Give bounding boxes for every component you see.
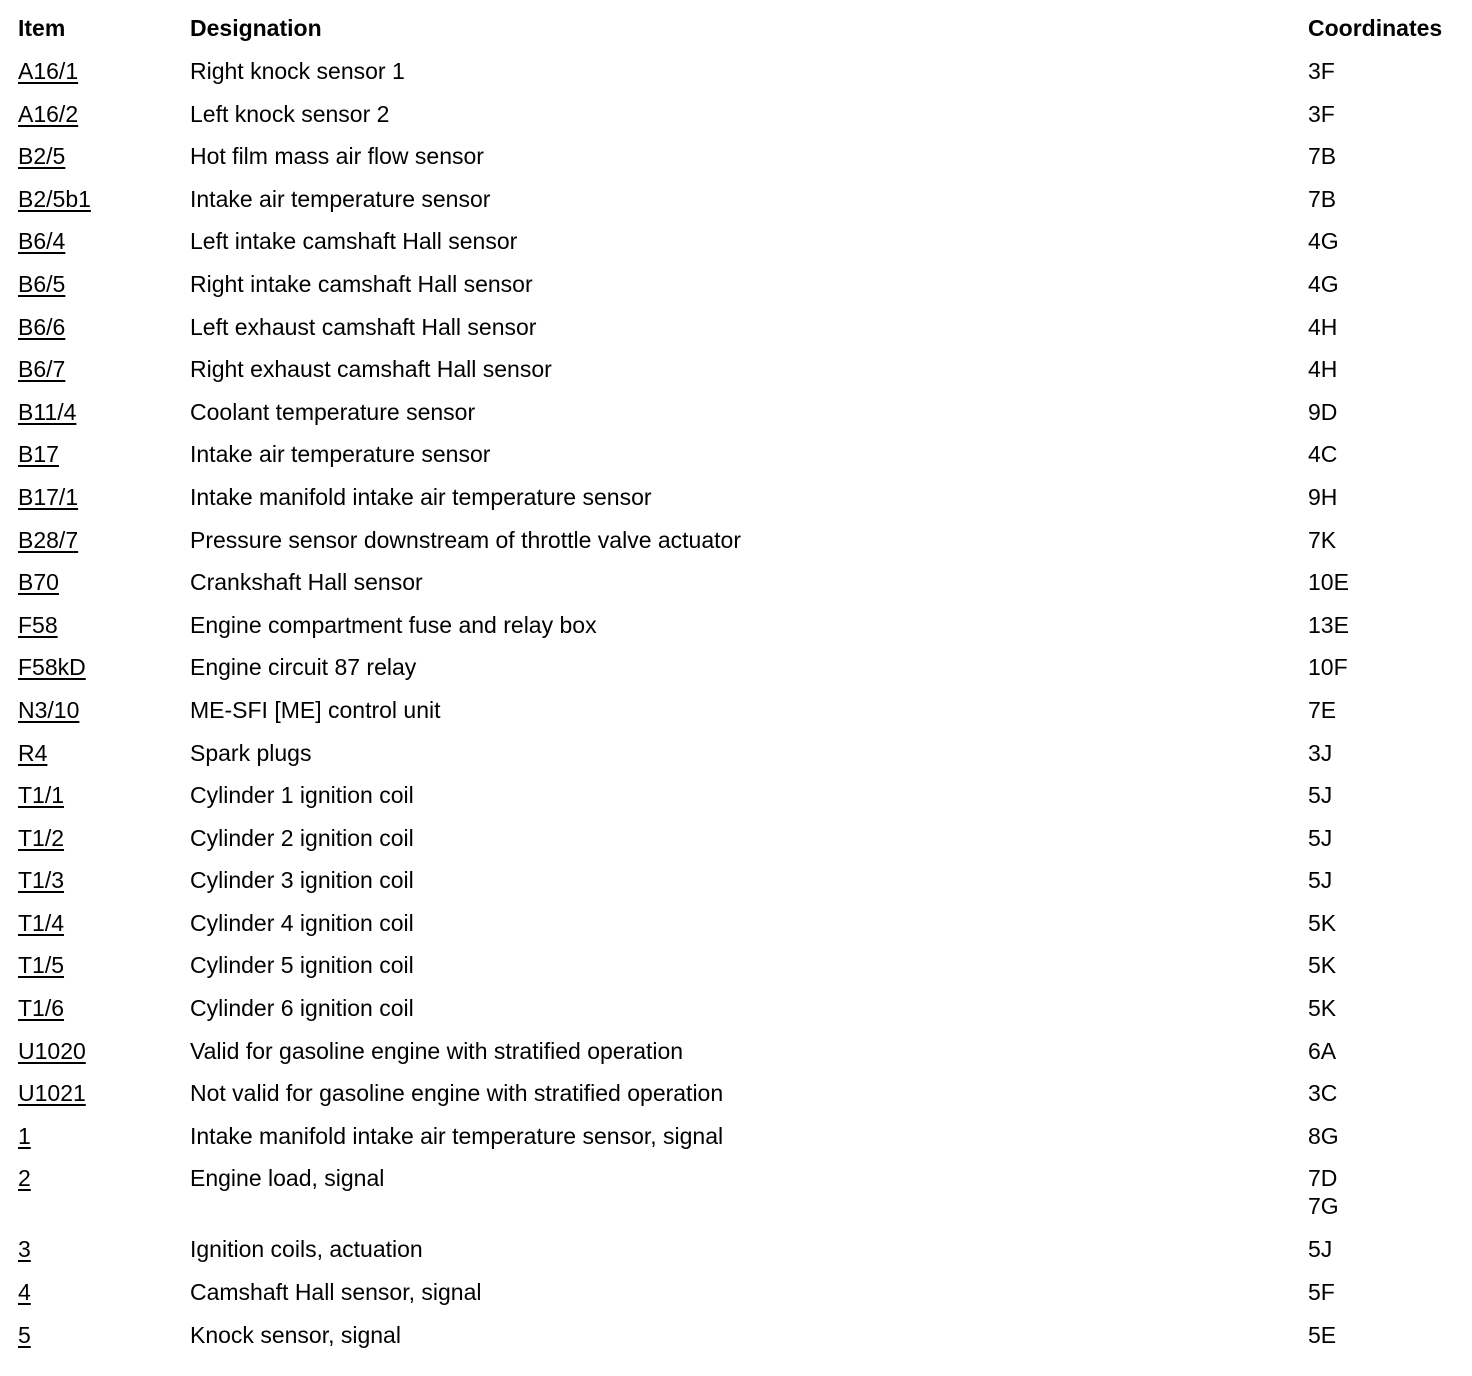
- coordinate-value: 7K: [1308, 526, 1337, 553]
- coordinate-value: 4H: [1308, 313, 1338, 340]
- item-cell: [18, 100, 190, 128]
- item-cell: [18, 568, 190, 596]
- table-row: [18, 824, 1468, 867]
- designation-cell: Right intake camshaft Hall sensor: [190, 270, 533, 297]
- coordinates-cell: [1308, 185, 1468, 213]
- designation-cell: Hot film mass air flow sensor: [190, 143, 484, 170]
- table-row: [18, 653, 1468, 696]
- item-code-link[interactable]: B6/5: [18, 270, 66, 297]
- item-cell: [18, 781, 190, 809]
- coordinate-value: 7E: [1308, 696, 1337, 723]
- coordinate-value: 7B: [1308, 185, 1337, 212]
- item-cell: [18, 483, 190, 511]
- item-column-header: Item: [18, 15, 66, 41]
- item-code-link[interactable]: B28/7: [18, 526, 79, 553]
- designation-cell: Engine load, signal: [190, 1165, 385, 1192]
- table-row: [18, 483, 1468, 526]
- item-cell: [18, 355, 190, 383]
- table-row: [18, 526, 1468, 569]
- designation-cell: Cylinder 4 ignition coil: [190, 909, 414, 936]
- table-row: [18, 313, 1468, 356]
- designation-cell: ME-SFI [ME] control unit: [190, 696, 441, 723]
- item-cell: [18, 1079, 190, 1107]
- item-cell: [18, 1037, 190, 1065]
- coordinate-value: 5E: [1308, 1321, 1337, 1348]
- designation-cell: Pressure sensor downstream of throttle valve actuator: [190, 526, 741, 553]
- item-cell: [18, 1235, 190, 1263]
- item-code-link[interactable]: B17/1: [18, 483, 79, 510]
- item-cell: [18, 142, 190, 170]
- table-row: [18, 568, 1468, 611]
- coordinates-column-header: Coordinates: [1308, 15, 1443, 41]
- item-cell: [18, 611, 190, 639]
- item-cell: [18, 1278, 190, 1306]
- coordinate-value: 8G: [1308, 1122, 1339, 1149]
- coordinate-value: 4G: [1308, 270, 1339, 297]
- designation-cell: Intake manifold intake air temperature sensor, signal: [190, 1122, 724, 1149]
- designation-cell: Spark plugs: [190, 739, 312, 766]
- designation-cell: Right exhaust camshaft Hall sensor: [190, 356, 552, 383]
- coordinates-cell: [1308, 270, 1468, 298]
- coordinate-value: 3F: [1308, 100, 1335, 127]
- designation-cell: Left intake camshaft Hall sensor: [190, 228, 518, 255]
- coordinate-value: 6A: [1308, 1037, 1337, 1064]
- coordinates-cell: [1308, 824, 1468, 852]
- item-cell: [18, 951, 190, 979]
- item-cell: [18, 1164, 190, 1192]
- coordinate-value: 3J: [1308, 739, 1333, 766]
- designation-cell: Engine circuit 87 relay: [190, 654, 417, 681]
- coordinates-cell: [1308, 1079, 1468, 1107]
- item-code-link[interactable]: B11/4: [18, 398, 77, 425]
- item-cell: [18, 270, 190, 298]
- coordinates-cell: [1308, 1321, 1468, 1349]
- item-cell: [18, 909, 190, 937]
- table-row: [18, 142, 1468, 185]
- coordinates-cell: [1308, 653, 1468, 681]
- table-row: [18, 994, 1468, 1037]
- item-code-link[interactable]: R4: [18, 739, 48, 766]
- item-cell: [18, 739, 190, 767]
- coordinates-cell: [1308, 355, 1468, 383]
- item-cell: [18, 185, 190, 213]
- item-code-link[interactable]: B2/5b1: [18, 185, 91, 212]
- coordinate-value: 9H: [1308, 483, 1338, 510]
- table-row: [18, 739, 1468, 782]
- table-row: [18, 355, 1468, 398]
- item-cell: [18, 526, 190, 554]
- item-code-link[interactable]: 3: [18, 1236, 31, 1263]
- item-code-link[interactable]: T1/1: [18, 782, 65, 809]
- item-cell: [18, 440, 190, 468]
- item-code-link[interactable]: A16/2: [18, 100, 79, 127]
- coordinates-cell: [1308, 781, 1468, 809]
- item-code-link[interactable]: T1/5: [18, 952, 65, 979]
- coordinates-cell: [1308, 1037, 1468, 1065]
- item-code-link[interactable]: 2: [18, 1165, 31, 1192]
- coordinates-cell: [1308, 1122, 1468, 1150]
- table-row: [18, 440, 1468, 483]
- item-code-link[interactable]: B6/6: [18, 313, 66, 340]
- coordinates-cell: [1308, 1278, 1468, 1306]
- coordinate-value: 7B: [1308, 143, 1337, 170]
- coordinate-value: 4G: [1308, 228, 1339, 255]
- coordinates-cell: [1308, 57, 1468, 85]
- coordinate-value: 5K: [1308, 909, 1337, 936]
- item-code-link[interactable]: A16/1: [18, 58, 79, 84]
- item-cell: [18, 994, 190, 1022]
- table-header-row: [18, 14, 1468, 57]
- table-row: [18, 696, 1468, 739]
- designation-cell: Right knock sensor 1: [190, 58, 405, 84]
- item-code-link[interactable]: 1: [18, 1122, 31, 1149]
- item-cell: [18, 227, 190, 255]
- item-code-link[interactable]: U1021: [18, 1080, 86, 1107]
- table-row: [18, 398, 1468, 441]
- designation-cell: Ignition coils, actuation: [190, 1236, 423, 1263]
- coordinates-cell: [1308, 1235, 1468, 1263]
- coordinates-cell: [1308, 611, 1468, 639]
- table-row: [18, 227, 1468, 270]
- designation-cell: Intake air temperature sensor: [190, 441, 491, 468]
- table-row: [18, 57, 1468, 100]
- table-row: [18, 1321, 1468, 1364]
- item-code-link[interactable]: B6/7: [18, 356, 66, 383]
- coordinates-cell: [1308, 440, 1468, 468]
- table-row: [18, 909, 1468, 952]
- designation-cell: Intake manifold intake air temperature sensor: [190, 483, 652, 510]
- designation-cell: Camshaft Hall sensor, signal: [190, 1279, 482, 1306]
- coordinates-cell: [1308, 142, 1468, 170]
- coordinates-cell: [1308, 568, 1468, 596]
- item-code-link[interactable]: U1020: [18, 1037, 86, 1064]
- table-row: [18, 185, 1468, 228]
- designation-cell: Left knock sensor 2: [190, 100, 390, 127]
- coordinate-value: 7G: [1308, 1193, 1339, 1220]
- item-code-link[interactable]: T1/2: [18, 824, 65, 851]
- coordinate-value: 9D: [1308, 398, 1338, 425]
- coordinate-value: 5J: [1308, 867, 1333, 894]
- designation-column-header: Designation: [190, 15, 322, 41]
- coordinate-value: 3F: [1308, 58, 1335, 84]
- coordinate-value: 5J: [1308, 782, 1333, 809]
- coordinate-value: 13E: [1308, 611, 1349, 638]
- table-row: [18, 100, 1468, 143]
- designation-cell: Left exhaust camshaft Hall sensor: [190, 313, 537, 340]
- table-row: [18, 781, 1468, 824]
- item-code-link[interactable]: B6/4: [18, 228, 66, 255]
- coordinate-value: 5F: [1308, 1279, 1335, 1306]
- table-row: [18, 1079, 1468, 1122]
- table-row: [18, 866, 1468, 909]
- table-row: [18, 1037, 1468, 1080]
- coordinates-cell: [1308, 739, 1468, 767]
- coordinate-value: 4H: [1308, 356, 1338, 383]
- designation-cell: Cylinder 3 ignition coil: [190, 867, 414, 894]
- designation-cell: Intake air temperature sensor: [190, 185, 491, 212]
- item-code-link[interactable]: T1/4: [18, 909, 65, 936]
- item-cell: [18, 1321, 190, 1349]
- coordinates-cell: [1308, 483, 1468, 511]
- coordinates-cell: [1308, 909, 1468, 937]
- designation-cell: Cylinder 1 ignition coil: [190, 782, 414, 809]
- designation-cell: Valid for gasoline engine with stratified operation: [190, 1037, 684, 1064]
- item-code-link[interactable]: B17: [18, 441, 59, 468]
- coordinate-value: 4C: [1308, 441, 1338, 468]
- item-cell: [18, 313, 190, 341]
- designation-cell: Knock sensor, signal: [190, 1321, 401, 1348]
- coordinates-cell: [1308, 398, 1468, 426]
- table-row: [18, 1235, 1468, 1278]
- table-row: [18, 611, 1468, 654]
- coordinate-value: 10E: [1308, 569, 1349, 596]
- coordinates-cell: [1308, 866, 1468, 894]
- item-cell: [18, 653, 190, 681]
- item-code-link[interactable]: T1/3: [18, 867, 65, 894]
- coordinates-cell: [1308, 100, 1468, 128]
- coordinates-cell: [1308, 951, 1468, 979]
- item-code-link[interactable]: B70: [18, 569, 59, 596]
- coordinate-value: 3C: [1308, 1080, 1338, 1107]
- coordinates-cell: [1308, 227, 1468, 255]
- designation-cell: Engine compartment fuse and relay box: [190, 611, 597, 638]
- coordinate-value: 5K: [1308, 952, 1337, 979]
- designation-cell: Not valid for gasoline engine with stratified operation: [190, 1080, 724, 1107]
- item-code-link[interactable]: F58: [18, 611, 58, 638]
- item-code-link[interactable]: 4: [18, 1279, 31, 1306]
- item-cell: [18, 696, 190, 724]
- item-cell: [18, 866, 190, 894]
- item-cell: [18, 398, 190, 426]
- item-cell: [18, 824, 190, 852]
- coordinate-value: 7D: [1308, 1165, 1338, 1192]
- coordinates-cell: [1308, 313, 1468, 341]
- designation-cell: Cylinder 5 ignition coil: [190, 952, 414, 979]
- item-cell: [18, 57, 190, 85]
- designation-cell: Cylinder 6 ignition coil: [190, 995, 414, 1022]
- table-row: [18, 1164, 1468, 1235]
- coordinates-cell: [1308, 526, 1468, 554]
- table-row: [18, 1122, 1468, 1165]
- item-code-link[interactable]: 5: [18, 1321, 31, 1348]
- designation-cell: Coolant temperature sensor: [190, 398, 476, 425]
- item-code-link[interactable]: T1/6: [18, 995, 65, 1022]
- item-cell: [18, 1122, 190, 1150]
- table-row: [18, 1278, 1468, 1321]
- component-legend-table: [18, 14, 1468, 1363]
- table-row: [18, 270, 1468, 313]
- coordinates-cell: [1308, 994, 1468, 1022]
- coordinate-value: 5J: [1308, 1236, 1333, 1263]
- coordinate-value: 10F: [1308, 654, 1348, 681]
- coordinates-cell: [1308, 696, 1468, 724]
- table-body: [18, 57, 1468, 1363]
- designation-cell: Crankshaft Hall sensor: [190, 569, 423, 596]
- table-row: [18, 951, 1468, 994]
- item-code-link[interactable]: F58kD: [18, 654, 86, 681]
- coordinates-cell: [1308, 1164, 1468, 1220]
- item-code-link[interactable]: B2/5: [18, 143, 66, 170]
- item-code-link[interactable]: N3/10: [18, 696, 80, 723]
- coordinate-value: 5K: [1308, 995, 1337, 1022]
- designation-cell: Cylinder 2 ignition coil: [190, 824, 414, 851]
- coordinate-value: 5J: [1308, 824, 1333, 851]
